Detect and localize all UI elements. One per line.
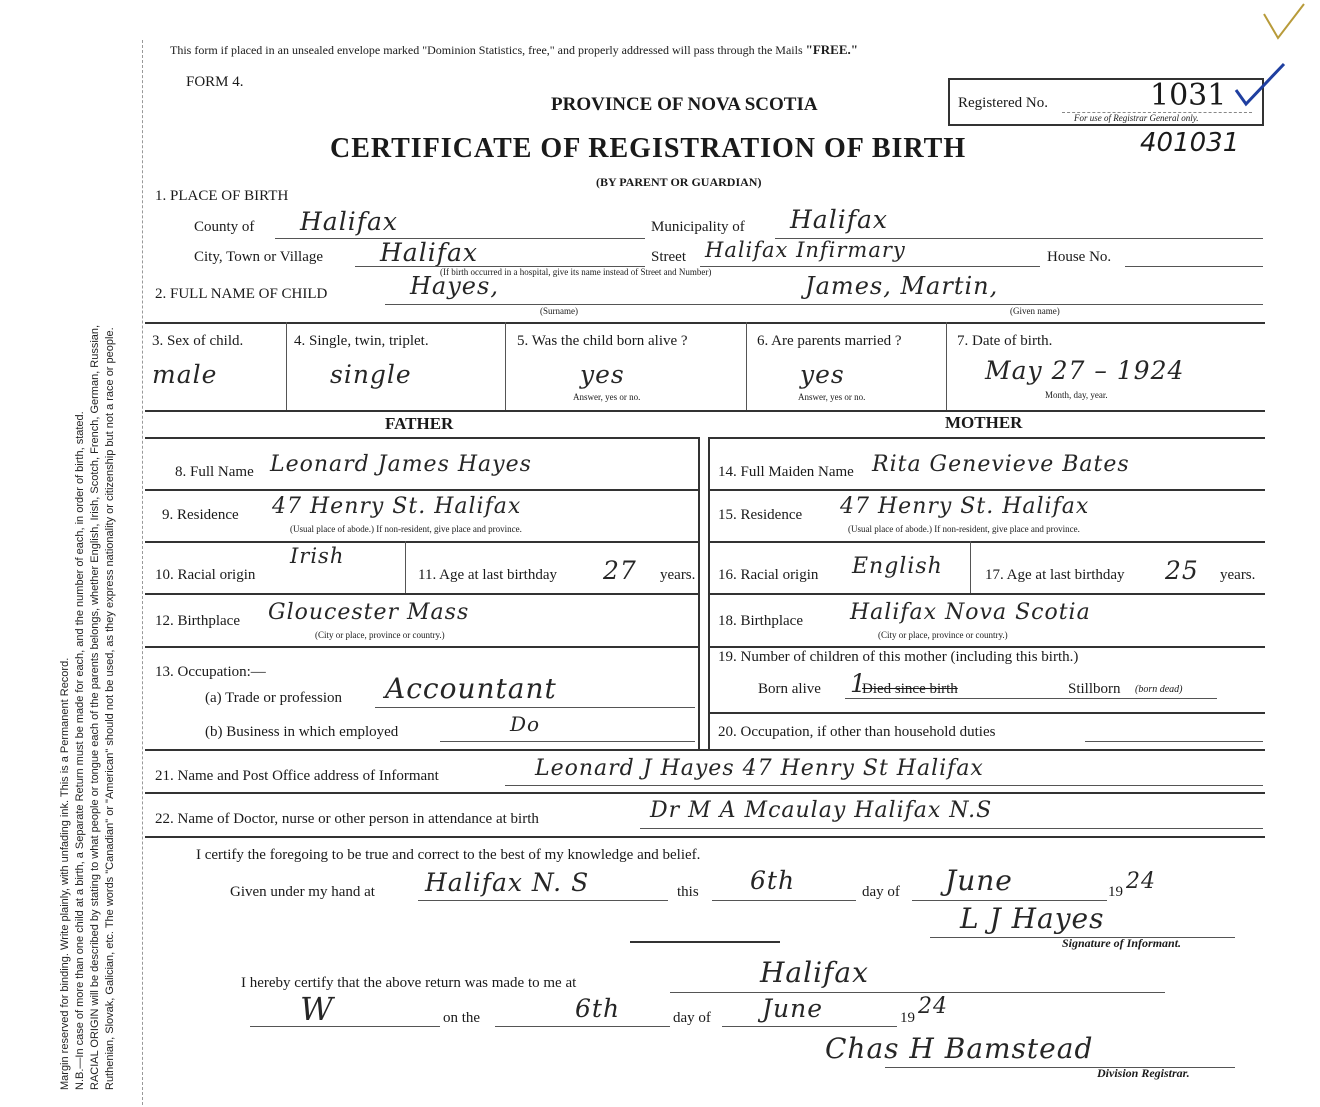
margin-note: N.B.—In case of more than one child at a birth, a Separate Return must be made for each, and the number of each, in order of birth, stated. — [74, 411, 86, 1090]
dob-label: 7. Date of birth. — [957, 333, 1053, 349]
registrar-day: 6th — [575, 994, 621, 1023]
child-given-name: James, Martin, — [805, 272, 999, 300]
row-divider — [145, 489, 698, 491]
father-racial-label: 10. Racial origin — [155, 567, 256, 583]
column-divider — [405, 541, 406, 593]
informant-value: Leonard J Hayes 47 Henry St Halifax — [535, 756, 984, 781]
given-name-note: (Given name) — [1010, 306, 1060, 316]
registrar-month-line — [722, 1026, 897, 1027]
informant-label: 21. Name and Post Office address of Informant — [155, 768, 439, 784]
sex-value: male — [152, 360, 218, 389]
plurality-value: single — [330, 360, 412, 389]
mother-residence-label: 15. Residence — [718, 507, 803, 523]
day-of-label: day of — [862, 884, 900, 900]
stillborn-label: Stillborn — [1068, 681, 1121, 697]
child-name-label: 2. FULL NAME OF CHILD — [155, 286, 328, 302]
mother-name-value: Rita Genevieve Bates — [872, 452, 1130, 477]
registrar-signature-label: Division Registrar. — [1097, 1066, 1190, 1080]
mother-birthplace-label: 18. Birthplace — [718, 613, 803, 629]
business-line — [440, 741, 695, 742]
mother-occupation-line — [1085, 741, 1263, 742]
row-divider — [708, 646, 1265, 648]
margin-note: Ruthenian, Slovak, Galician, etc. The words "Canadian" or "American" should not be used, as they express nationality or citizenship but not a race or people. — [104, 327, 116, 1090]
row-divider — [145, 749, 1265, 751]
mother-birthplace-value: Halifax Nova Scotia — [850, 600, 1091, 625]
given-place-line — [418, 900, 668, 901]
given-year: 24 — [1126, 869, 1156, 894]
separator-rule — [630, 941, 780, 943]
row-divider — [145, 836, 1265, 838]
father-racial-value: Irish — [290, 544, 345, 568]
municipality-label: Municipality of — [651, 219, 745, 235]
business-value: Do — [510, 712, 541, 736]
mother-racial-label: 16. Racial origin — [718, 567, 819, 583]
father-birthplace-note: (City or place, province or country.) — [315, 630, 445, 640]
occupation-label: 13. Occupation:— — [155, 664, 266, 680]
given-label: Given under my hand at — [230, 884, 375, 900]
given-place: Halifax N. S — [425, 868, 590, 897]
margin-notes — [58, 30, 118, 1090]
born-alive-label: Born alive — [758, 681, 821, 697]
mother-header: MOTHER — [945, 413, 1023, 432]
form-number: FORM 4. — [186, 74, 244, 90]
mother-residence-note: (Usual place of abode.) If non-resident, give place and province. — [848, 524, 1080, 534]
alive-note: Answer, yes or no. — [573, 392, 641, 402]
row-divider — [145, 646, 698, 648]
margin-note: RACIAL ORIGIN will be described by stating to what people or tongue each of the parents belongs, whether English, Irish, Scotch, French, German, Russian, — [89, 324, 101, 1090]
plurality-label: 4. Single, twin, triplet. — [294, 333, 429, 349]
mother-age-label: 17. Age at last birthday — [985, 567, 1125, 583]
mailing-notice — [170, 42, 858, 58]
married-note: Answer, yes or no. — [798, 392, 866, 402]
child-surname: Hayes, — [410, 272, 499, 300]
father-top-line — [145, 437, 698, 439]
died-label: Died since birth — [862, 681, 958, 697]
stillborn-note: (born dead) — [1135, 684, 1183, 695]
column-divider — [505, 322, 506, 410]
business-label: (b) Business in which employed — [205, 724, 399, 740]
registrar-year-prefix: 19 — [900, 1010, 915, 1026]
street-label: Street — [651, 249, 686, 265]
mother-occupation-label: 20. Occupation, if other than household duties — [718, 724, 996, 740]
doctor-line — [640, 828, 1263, 829]
row-divider — [708, 541, 1265, 543]
registrar-signature: Chas H Bamstead — [825, 1032, 1094, 1065]
row-divider — [145, 541, 698, 543]
column-divider — [946, 322, 947, 410]
informant-line — [505, 785, 1263, 786]
column-divider — [746, 322, 747, 410]
dob-note: Month, day, year. — [1045, 390, 1108, 400]
children-label: 19. Number of children of this mother (including this birth.) — [718, 649, 1079, 665]
row-divider — [708, 593, 1265, 595]
row-divider — [708, 712, 1265, 714]
street-line — [700, 266, 1040, 267]
born-alive-value: 1 — [850, 669, 867, 698]
married-label: 6. Are parents married ? — [757, 333, 902, 349]
registrar-place: Halifax — [760, 956, 869, 989]
children-line — [845, 698, 1217, 699]
mailing-free: "FREE." — [805, 42, 858, 57]
city-value: Halifax — [380, 238, 478, 267]
mother-birthplace-note: (City or place, province or country.) — [878, 630, 1008, 640]
this-label: this — [677, 884, 699, 900]
father-birthplace-label: 12. Birthplace — [155, 613, 240, 629]
binding-margin-line — [142, 40, 143, 1105]
province-heading: PROVINCE OF NOVA SCOTIA — [551, 94, 818, 115]
registrar-statement: I hereby certify that the above return was made to me at — [241, 975, 577, 991]
house-number-label: House No. — [1047, 249, 1112, 265]
place-of-birth-label: 1. PLACE OF BIRTH — [155, 188, 289, 204]
father-mother-divider — [698, 437, 700, 749]
father-residence-value: 47 Henry St. Halifax — [272, 494, 522, 519]
trade-value: Accountant — [385, 672, 557, 705]
registration-box — [948, 78, 1264, 126]
informant-signature: L J Hayes — [960, 902, 1105, 935]
sex-label: 3. Sex of child. — [152, 333, 244, 349]
street-value: Halifax Infirmary — [705, 238, 906, 262]
signature-label: Signature of Informant. — [1062, 936, 1182, 950]
margin-note: Margin reserved for binding. Write plainly, with unfading ink. This is a Permanent Record. — [59, 657, 71, 1090]
father-age-label: 11. Age at last birthday — [418, 567, 557, 583]
row-divider — [708, 489, 1265, 491]
mother-racial-value: English — [852, 554, 943, 579]
certificate-subtitle: (BY PARENT OR GUARDIAN) — [596, 175, 762, 189]
father-residence-label: 9. Residence — [162, 507, 239, 523]
child-name-line — [385, 304, 1263, 305]
registration-label: Registered No. — [958, 95, 1048, 111]
check-mark-icon — [1232, 60, 1292, 110]
registrar-day-label: day of — [673, 1010, 711, 1026]
given-month: June — [945, 864, 1013, 897]
dob-value: May 27 – 1924 — [985, 356, 1185, 385]
father-years: years. — [660, 567, 696, 583]
given-month-line — [912, 900, 1107, 901]
column-divider — [970, 541, 971, 593]
row-divider — [145, 593, 698, 595]
alive-value: yes — [580, 360, 625, 389]
mother-years: years. — [1220, 567, 1256, 583]
row-divider — [145, 792, 1265, 794]
married-value: yes — [800, 360, 845, 389]
mother-residence-value: 47 Henry St. Halifax — [840, 494, 1090, 519]
father-name-value: Leonard James Hayes — [270, 452, 532, 477]
registrar-day-line — [495, 1026, 670, 1027]
city-label: City, Town or Village — [194, 249, 324, 265]
registrar-mark: W — [300, 990, 334, 1028]
registrar-place-line — [670, 992, 1165, 993]
doctor-value: Dr M A Mcaulay Halifax N.S — [650, 798, 993, 823]
corner-check-icon — [1260, 0, 1310, 45]
registrar-mark-line — [250, 1026, 440, 1027]
on-the-label: on the — [443, 1010, 481, 1026]
alive-label: 5. Was the child born alive ? — [517, 333, 688, 349]
registrar-month: June — [762, 994, 824, 1023]
father-birthplace-value: Gloucester Mass — [268, 600, 470, 625]
trade-label: (a) Trade or profession — [205, 690, 343, 706]
given-year-prefix: 19 — [1108, 884, 1123, 900]
row-divider — [145, 410, 1265, 412]
father-residence-note: (Usual place of abode.) If non-resident, give place and province. — [290, 524, 522, 534]
municipality-value: Halifax — [790, 205, 888, 234]
county-label: County of — [194, 219, 255, 235]
house-number-line — [1125, 266, 1263, 267]
county-value: Halifax — [300, 207, 398, 236]
mailing-notice-text: This form if placed in an unsealed envelope marked "Dominion Statistics, free," and properly addressed will pass through the Mails — [170, 43, 803, 57]
registration-number: 1031 — [1150, 78, 1227, 113]
father-age-value: 27 — [603, 556, 637, 585]
trade-line — [375, 707, 695, 708]
row-divider — [145, 322, 1265, 324]
column-divider — [286, 322, 287, 410]
hospital-note: (If birth occurred in a hospital, give its name instead of Street and Number) — [440, 267, 712, 277]
mother-top-line — [708, 437, 1265, 439]
registrar-year: 24 — [918, 994, 948, 1019]
stamped-number: 401031 — [1140, 128, 1240, 158]
father-header: FATHER — [385, 414, 454, 433]
given-day-line — [712, 900, 856, 901]
certificate-title: CERTIFICATE OF REGISTRATION OF BIRTH — [330, 133, 967, 164]
doctor-label: 22. Name of Doctor, nurse or other person in attendance at birth — [155, 811, 539, 827]
given-day: 6th — [750, 866, 796, 895]
surname-note: (Surname) — [540, 306, 578, 316]
registration-note: For use of Registrar General only. — [1074, 113, 1199, 123]
certification-statement: I certify the foregoing to be true and correct to the best of my knowledge and belief. — [196, 847, 701, 863]
mother-name-label: 14. Full Maiden Name — [718, 464, 854, 480]
mother-age-value: 25 — [1165, 556, 1199, 585]
father-name-label: 8. Full Name — [175, 464, 254, 480]
